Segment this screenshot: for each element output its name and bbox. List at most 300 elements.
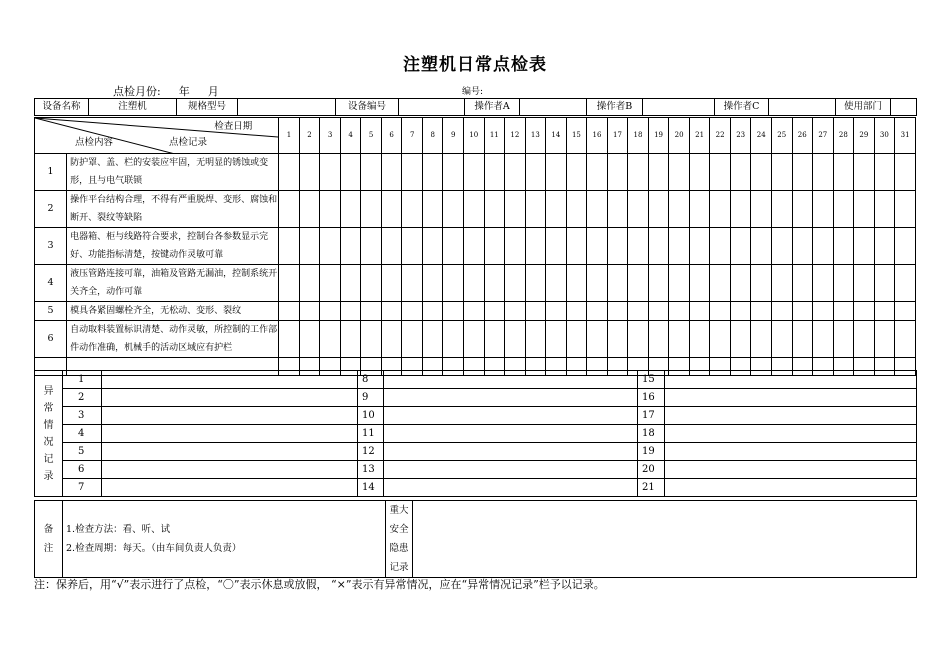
- check-cell[interactable]: [566, 154, 587, 191]
- day-header: 16: [587, 118, 608, 154]
- abnormal-record-field[interactable]: [102, 371, 358, 389]
- check-cell[interactable]: [689, 191, 710, 228]
- abnormal-record-field[interactable]: [384, 443, 638, 461]
- checklist-table: [34, 117, 916, 376]
- check-cell[interactable]: [771, 228, 792, 265]
- check-cell[interactable]: [443, 321, 464, 358]
- check-cell[interactable]: [813, 154, 834, 191]
- day-header: 19: [648, 118, 669, 154]
- check-cell[interactable]: [833, 302, 854, 321]
- check-cell[interactable]: [833, 265, 854, 302]
- check-cell[interactable]: [669, 191, 690, 228]
- day-header: 18: [628, 118, 649, 154]
- check-cell[interactable]: [546, 191, 567, 228]
- check-cell[interactable]: [402, 302, 423, 321]
- footnote: 注：保养后，用“√”表示进行了点检，“〇”表示休息或放假， “×”表示有异常情况，应在“异常情况记录”栏予以记录。: [34, 578, 605, 591]
- check-content-header: 点检内容: [75, 137, 114, 148]
- equipment-no-value[interactable]: [399, 99, 465, 116]
- abnormal-record-field[interactable]: [384, 371, 638, 389]
- check-cell[interactable]: [689, 154, 710, 191]
- check-cell[interactable]: [361, 191, 382, 228]
- check-cell[interactable]: [422, 154, 443, 191]
- check-cell[interactable]: [833, 154, 854, 191]
- check-cell[interactable]: [628, 154, 649, 191]
- check-cell[interactable]: [566, 265, 587, 302]
- check-cell[interactable]: [587, 191, 608, 228]
- abnormal-records-label-text: 异常情况记录: [43, 385, 54, 482]
- check-cell[interactable]: [566, 321, 587, 358]
- check-cell[interactable]: [402, 228, 423, 265]
- check-cell[interactable]: [628, 265, 649, 302]
- check-cell[interactable]: [689, 265, 710, 302]
- check-cell[interactable]: [361, 228, 382, 265]
- abnormal-record-number: 19: [638, 443, 665, 461]
- check-cell[interactable]: [381, 191, 402, 228]
- item-number: 5: [35, 302, 67, 321]
- check-cell[interactable]: [771, 154, 792, 191]
- check-cell[interactable]: [874, 228, 895, 265]
- check-cell[interactable]: [340, 191, 361, 228]
- operator-b-label: 操作者B: [587, 99, 643, 116]
- check-cell[interactable]: [587, 302, 608, 321]
- department-value[interactable]: [891, 99, 917, 116]
- check-cell[interactable]: [464, 265, 485, 302]
- remarks-label-text: 备注: [43, 524, 54, 554]
- check-cell[interactable]: [689, 302, 710, 321]
- check-cell[interactable]: [628, 228, 649, 265]
- check-cell[interactable]: [710, 302, 731, 321]
- abnormal-record-field[interactable]: [102, 425, 358, 443]
- abnormal-record-field[interactable]: [384, 479, 638, 497]
- check-cell[interactable]: [525, 191, 546, 228]
- check-cell[interactable]: [587, 228, 608, 265]
- item-number: 6: [35, 321, 67, 358]
- check-cell[interactable]: [854, 154, 875, 191]
- checklist-row: [35, 265, 916, 302]
- checklist-row: [35, 154, 916, 191]
- abnormal-record-field[interactable]: [665, 425, 917, 443]
- check-cell[interactable]: [340, 321, 361, 358]
- check-cell[interactable]: [628, 191, 649, 228]
- check-cell[interactable]: [422, 191, 443, 228]
- day-header: 17: [607, 118, 628, 154]
- check-cell[interactable]: [607, 191, 628, 228]
- check-cell[interactable]: [751, 154, 772, 191]
- check-cell[interactable]: [751, 228, 772, 265]
- check-cell[interactable]: [771, 302, 792, 321]
- check-cell[interactable]: [730, 302, 751, 321]
- abnormal-record-field[interactable]: [384, 407, 638, 425]
- check-cell[interactable]: [422, 228, 443, 265]
- check-cell[interactable]: [279, 265, 300, 302]
- day-header: 20: [669, 118, 690, 154]
- item-number: 1: [35, 154, 67, 191]
- check-cell[interactable]: [464, 302, 485, 321]
- abnormal-record-field[interactable]: [665, 461, 917, 479]
- abnormal-record-number: 1: [63, 371, 102, 389]
- check-cell[interactable]: [320, 321, 341, 358]
- operator-c-value[interactable]: [769, 99, 836, 116]
- check-cell[interactable]: [648, 321, 669, 358]
- check-cell[interactable]: [464, 228, 485, 265]
- check-cell[interactable]: [895, 265, 916, 302]
- check-cell[interactable]: [710, 154, 731, 191]
- abnormal-record-field[interactable]: [384, 389, 638, 407]
- abnormal-record-number: 14: [358, 479, 384, 497]
- check-cell[interactable]: [607, 154, 628, 191]
- abnormal-records-label: [35, 371, 63, 497]
- check-cell[interactable]: [525, 154, 546, 191]
- day-header: 6: [381, 118, 402, 154]
- check-cell[interactable]: [484, 321, 505, 358]
- check-cell[interactable]: [279, 321, 300, 358]
- check-cell[interactable]: [443, 302, 464, 321]
- check-cell[interactable]: [854, 191, 875, 228]
- check-cell[interactable]: [730, 154, 751, 191]
- check-cell[interactable]: [771, 321, 792, 358]
- check-cell[interactable]: [320, 154, 341, 191]
- check-cell[interactable]: [833, 191, 854, 228]
- check-cell[interactable]: [607, 228, 628, 265]
- abnormal-record-number: 8: [358, 371, 384, 389]
- operator-a-label: 操作者A: [465, 99, 520, 116]
- checklist-row: [35, 228, 916, 265]
- check-cell[interactable]: [669, 154, 690, 191]
- check-cell[interactable]: [279, 191, 300, 228]
- check-cell[interactable]: [854, 265, 875, 302]
- check-cell[interactable]: [874, 321, 895, 358]
- check-cell[interactable]: [546, 265, 567, 302]
- check-cell[interactable]: [546, 302, 567, 321]
- check-cell[interactable]: [587, 321, 608, 358]
- equipment-name-label: 设备名称: [35, 99, 89, 116]
- check-cell[interactable]: [340, 265, 361, 302]
- abnormal-record-field[interactable]: [102, 461, 358, 479]
- check-cell[interactable]: [669, 265, 690, 302]
- month-label: 点检月份:: [113, 85, 161, 98]
- check-cell[interactable]: [566, 228, 587, 265]
- check-cell[interactable]: [299, 321, 320, 358]
- check-cell[interactable]: [546, 154, 567, 191]
- check-cell[interactable]: [628, 302, 649, 321]
- check-cell[interactable]: [320, 228, 341, 265]
- equipment-name-value[interactable]: 注塑机: [89, 99, 177, 116]
- check-cell[interactable]: [854, 302, 875, 321]
- check-cell[interactable]: [751, 302, 772, 321]
- check-cell[interactable]: [648, 302, 669, 321]
- check-cell[interactable]: [525, 265, 546, 302]
- day-header: 4: [340, 118, 361, 154]
- check-cell[interactable]: [299, 265, 320, 302]
- year-label: 年: [178, 85, 190, 98]
- check-cell[interactable]: [505, 191, 526, 228]
- check-cell[interactable]: [422, 265, 443, 302]
- check-cell[interactable]: [299, 191, 320, 228]
- abnormal-record-field[interactable]: [665, 407, 917, 425]
- abnormal-record-number: 5: [63, 443, 102, 461]
- check-cell[interactable]: [813, 321, 834, 358]
- hazard-record-label: [386, 501, 413, 578]
- hazard-record-field[interactable]: [413, 501, 917, 578]
- check-cell[interactable]: [751, 321, 772, 358]
- check-cell[interactable]: [464, 191, 485, 228]
- abnormal-record-field[interactable]: [102, 407, 358, 425]
- check-cell[interactable]: [689, 228, 710, 265]
- check-cell[interactable]: [792, 228, 813, 265]
- check-cell[interactable]: [874, 191, 895, 228]
- check-cell[interactable]: [607, 265, 628, 302]
- check-cell[interactable]: [792, 265, 813, 302]
- check-cell[interactable]: [607, 302, 628, 321]
- equipment-no-label: 设备编号: [336, 99, 399, 116]
- check-cell[interactable]: [381, 228, 402, 265]
- check-cell[interactable]: [484, 191, 505, 228]
- check-cell[interactable]: [628, 321, 649, 358]
- check-cell[interactable]: [464, 321, 485, 358]
- check-cell[interactable]: [443, 154, 464, 191]
- day-header: 13: [525, 118, 546, 154]
- inspection-month: [113, 83, 237, 99]
- check-cell[interactable]: [648, 191, 669, 228]
- check-cell[interactable]: [669, 321, 690, 358]
- check-cell[interactable]: [340, 228, 361, 265]
- day-header: 25: [771, 118, 792, 154]
- check-cell[interactable]: [484, 154, 505, 191]
- abnormal-record-number: 4: [63, 425, 102, 443]
- day-header: 11: [484, 118, 505, 154]
- check-cell[interactable]: [874, 154, 895, 191]
- abnormal-record-field[interactable]: [665, 443, 917, 461]
- check-cell[interactable]: [895, 302, 916, 321]
- check-cell[interactable]: [299, 228, 320, 265]
- check-cell[interactable]: [340, 154, 361, 191]
- abnormal-record-number: 17: [638, 407, 665, 425]
- check-cell[interactable]: [895, 191, 916, 228]
- check-cell[interactable]: [833, 228, 854, 265]
- check-cell[interactable]: [730, 228, 751, 265]
- abnormal-record-field[interactable]: [665, 389, 917, 407]
- day-header: 29: [854, 118, 875, 154]
- check-cell[interactable]: [443, 228, 464, 265]
- remarks-line-1: 1.检查方法：看、听、试: [66, 524, 171, 535]
- check-cell[interactable]: [813, 228, 834, 265]
- check-cell[interactable]: [607, 321, 628, 358]
- abnormal-record-number: 18: [638, 425, 665, 443]
- check-cell[interactable]: [792, 302, 813, 321]
- check-cell[interactable]: [689, 321, 710, 358]
- day-header: 30: [874, 118, 895, 154]
- check-cell[interactable]: [381, 265, 402, 302]
- check-cell[interactable]: [710, 265, 731, 302]
- day-header: 1: [279, 118, 300, 154]
- item-number: 3: [35, 228, 67, 265]
- day-header: 3: [320, 118, 341, 154]
- check-cell[interactable]: [546, 321, 567, 358]
- check-cell[interactable]: [751, 191, 772, 228]
- remarks-line-2: 2.检查周期：每天。（由车间负责人负责）: [66, 543, 242, 554]
- day-header: 23: [730, 118, 751, 154]
- check-cell[interactable]: [279, 302, 300, 321]
- remarks-table: [34, 500, 917, 578]
- checklist-row: [35, 321, 916, 358]
- abnormal-record-field[interactable]: [102, 479, 358, 497]
- check-cell[interactable]: [402, 321, 423, 358]
- day-header: 28: [833, 118, 854, 154]
- item-number: 4: [35, 265, 67, 302]
- check-record-header: 点检记录: [169, 137, 208, 148]
- check-cell[interactable]: [792, 154, 813, 191]
- check-cell[interactable]: [320, 265, 341, 302]
- abnormal-record-field[interactable]: [665, 479, 917, 497]
- check-cell[interactable]: [792, 321, 813, 358]
- check-cell[interactable]: [751, 265, 772, 302]
- check-cell[interactable]: [566, 191, 587, 228]
- check-cell[interactable]: [505, 228, 526, 265]
- abnormal-record-number: 12: [358, 443, 384, 461]
- check-cell[interactable]: [484, 265, 505, 302]
- check-cell[interactable]: [443, 191, 464, 228]
- abnormal-record-number: 10: [358, 407, 384, 425]
- checklist-row: [35, 302, 916, 321]
- check-cell[interactable]: [402, 265, 423, 302]
- abnormal-record-field[interactable]: [102, 389, 358, 407]
- check-cell[interactable]: [381, 154, 402, 191]
- check-cell[interactable]: [710, 228, 731, 265]
- abnormal-record-field[interactable]: [102, 443, 358, 461]
- day-header: 9: [443, 118, 464, 154]
- item-content: 操作平台结构合理，不得有严重脱焊、变形、腐蚀和断开、裂纹等缺陷: [67, 191, 279, 228]
- abnormal-record-number: 15: [638, 371, 665, 389]
- check-cell[interactable]: [648, 154, 669, 191]
- day-header: 27: [813, 118, 834, 154]
- item-content: 电器箱、柜与线路符合要求，控制台各参数显示完好、功能指标清楚，按键动作灵敏可靠: [67, 228, 279, 265]
- day-header: 8: [422, 118, 443, 154]
- abnormal-record-number: 11: [358, 425, 384, 443]
- check-cell[interactable]: [546, 228, 567, 265]
- item-content: 自动取料装置标识清楚、动作灵敏，所控制的工作部件动作准确，机械手的活动区域应有护栏: [67, 321, 279, 358]
- check-cell[interactable]: [813, 265, 834, 302]
- check-cell[interactable]: [813, 302, 834, 321]
- check-cell[interactable]: [320, 191, 341, 228]
- check-cell[interactable]: [854, 321, 875, 358]
- check-cell[interactable]: [710, 191, 731, 228]
- operator-a-value[interactable]: [520, 99, 587, 116]
- check-cell[interactable]: [381, 302, 402, 321]
- day-header: 12: [505, 118, 526, 154]
- check-cell[interactable]: [299, 154, 320, 191]
- check-cell[interactable]: [464, 154, 485, 191]
- check-cell[interactable]: [505, 154, 526, 191]
- hazard-record-label-text: 重大安全隐患记录: [389, 505, 409, 573]
- check-cell[interactable]: [525, 321, 546, 358]
- abnormal-record-number: 6: [63, 461, 102, 479]
- check-cell[interactable]: [299, 302, 320, 321]
- check-cell[interactable]: [895, 154, 916, 191]
- check-cell[interactable]: [895, 228, 916, 265]
- check-cell[interactable]: [484, 228, 505, 265]
- day-header: 31: [895, 118, 916, 154]
- operator-b-value[interactable]: [643, 99, 715, 116]
- check-cell[interactable]: [422, 302, 443, 321]
- checklist-header-cell: [35, 118, 279, 154]
- check-cell[interactable]: [669, 228, 690, 265]
- form-title: 注塑机日常点检表: [403, 55, 547, 75]
- check-cell[interactable]: [525, 302, 546, 321]
- check-cell[interactable]: [361, 154, 382, 191]
- abnormal-record-field[interactable]: [384, 461, 638, 479]
- check-cell[interactable]: [422, 321, 443, 358]
- check-cell[interactable]: [854, 228, 875, 265]
- check-cell[interactable]: [813, 191, 834, 228]
- abnormal-record-number: 13: [358, 461, 384, 479]
- check-cell[interactable]: [730, 321, 751, 358]
- abnormal-record-field[interactable]: [665, 371, 917, 389]
- check-cell[interactable]: [361, 265, 382, 302]
- check-cell[interactable]: [771, 191, 792, 228]
- check-cell[interactable]: [587, 265, 608, 302]
- check-cell[interactable]: [730, 265, 751, 302]
- day-header: 7: [402, 118, 423, 154]
- check-cell[interactable]: [874, 302, 895, 321]
- check-cell[interactable]: [279, 154, 300, 191]
- check-cell[interactable]: [710, 321, 731, 358]
- check-cell[interactable]: [525, 228, 546, 265]
- day-header: 10: [464, 118, 485, 154]
- check-cell[interactable]: [587, 154, 608, 191]
- abnormal-record-number: 16: [638, 389, 665, 407]
- abnormal-record-number: 3: [63, 407, 102, 425]
- check-cell[interactable]: [402, 191, 423, 228]
- model-value[interactable]: [238, 99, 336, 116]
- check-cell[interactable]: [833, 321, 854, 358]
- remarks-notes: [63, 501, 386, 578]
- remarks-label: [35, 501, 63, 578]
- checklist-row: [35, 191, 916, 228]
- check-cell[interactable]: [381, 321, 402, 358]
- check-cell[interactable]: [895, 321, 916, 358]
- check-cell[interactable]: [279, 228, 300, 265]
- abnormal-record-field[interactable]: [384, 425, 638, 443]
- abnormal-record-number: 2: [63, 389, 102, 407]
- check-cell[interactable]: [505, 265, 526, 302]
- item-content: 液压管路连接可靠，油箱及管路无漏油，控制系统开关齐全，动作可靠: [67, 265, 279, 302]
- check-cell[interactable]: [648, 228, 669, 265]
- check-cell[interactable]: [505, 321, 526, 358]
- day-header: 15: [566, 118, 587, 154]
- check-cell[interactable]: [443, 265, 464, 302]
- check-cell[interactable]: [771, 265, 792, 302]
- day-header: 2: [299, 118, 320, 154]
- abnormal-record-number: 21: [638, 479, 665, 497]
- abnormal-record-number: 9: [358, 389, 384, 407]
- check-cell[interactable]: [566, 302, 587, 321]
- check-cell[interactable]: [320, 302, 341, 321]
- item-number: 2: [35, 191, 67, 228]
- check-cell[interactable]: [484, 302, 505, 321]
- check-cell[interactable]: [874, 265, 895, 302]
- check-cell[interactable]: [340, 302, 361, 321]
- check-cell[interactable]: [730, 191, 751, 228]
- check-cell[interactable]: [361, 321, 382, 358]
- check-cell[interactable]: [669, 302, 690, 321]
- month-unit-label: 月: [207, 85, 219, 98]
- check-cell[interactable]: [402, 154, 423, 191]
- day-header: 22: [710, 118, 731, 154]
- check-cell[interactable]: [792, 191, 813, 228]
- check-cell[interactable]: [361, 302, 382, 321]
- check-cell[interactable]: [648, 265, 669, 302]
- check-cell[interactable]: [505, 302, 526, 321]
